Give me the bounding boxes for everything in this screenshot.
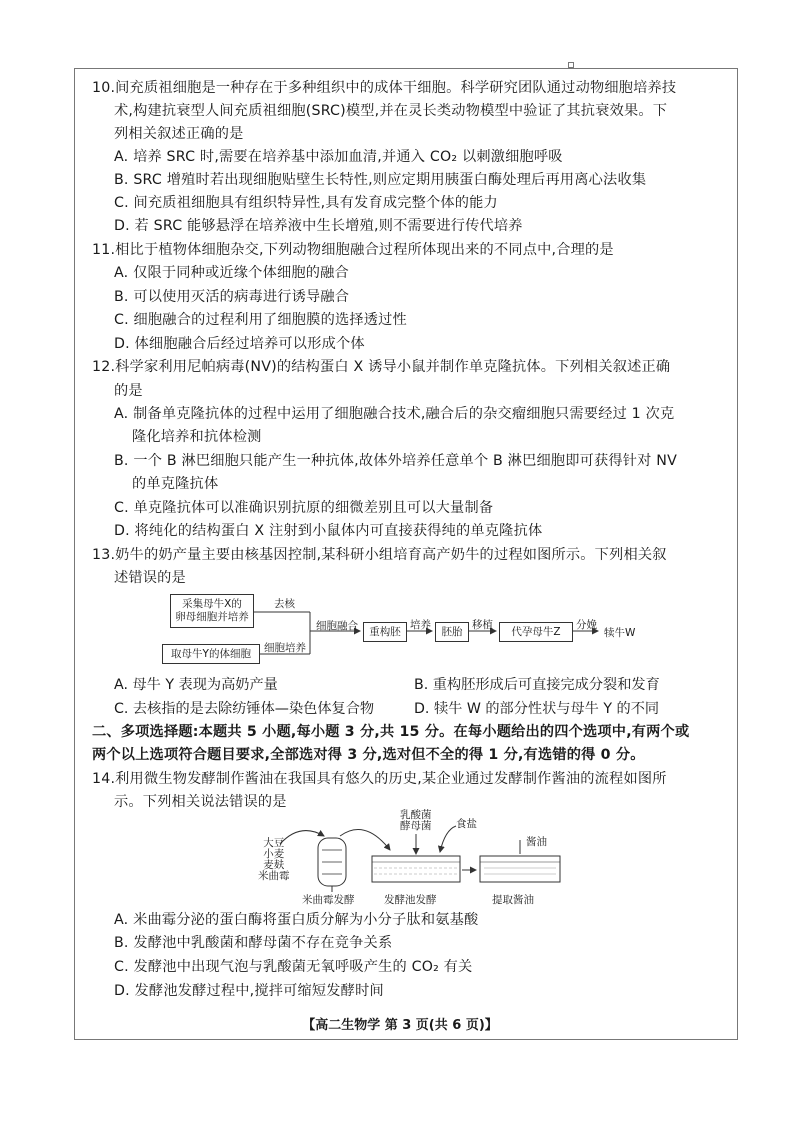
q14-stem-line-2: 示。下列相关说法错误的是 <box>114 794 287 810</box>
q13-flow-diagram <box>160 588 660 668</box>
q13-stem-line-2: 述错误的是 <box>114 570 186 586</box>
label-salt: 食盐 <box>456 818 477 830</box>
label-stage-extract: 提取酱油 <box>492 894 534 906</box>
q11-option-b: B. 可以使用灭活的病毒进行诱导融合 <box>114 289 350 305</box>
q12-stem-line-2: 的是 <box>114 383 143 399</box>
q12-stem-line-1: 12.科学家利用尼帕病毒(NV)的结构蛋白 X 诱导小鼠并制作单克隆抗体。下列相关叙述正确 <box>92 359 671 375</box>
q14-stem-line-1: 14.利用微生物发酵制作酱油在我国具有悠久的历史,某企业通过发酵制作酱油的流程如图所 <box>92 771 667 787</box>
label-bran: 麦麸 <box>263 859 285 871</box>
page-footer: 【高二生物学 第 3 页(共 6 页)】 <box>302 1018 498 1033</box>
label-soybean: 大豆 <box>263 837 285 849</box>
section-2-heading-line-1: 二、多项选择题:本题共 5 小题,每小题 3 分,共 15 分。在每小题给出的四个选项中,有两个或 <box>92 724 690 740</box>
q11-option-a: A. 仅限于同种或近缘个体细胞的融合 <box>114 265 349 281</box>
q10-option-a: A. 培养 SRC 时,需要在培养基中添加血清,并通入 CO₂ 以刺激细胞呼吸 <box>114 149 563 165</box>
q12-option-c: C. 单克隆抗体可以准确识别抗原的细微差别且可以大量制备 <box>114 500 494 516</box>
q13-option-b: B. 重构胚形成后可直接完成分裂和发育 <box>414 677 660 693</box>
section-2-heading-line-2: 两个以上选项符合题目要求,全部选对得 3 分,选对但不全的得 1 分,有选错的得 0 分。 <box>92 747 645 763</box>
q11-option-d: D. 体细胞融合后经过培养可以形成个体 <box>114 336 365 352</box>
label-lactobacillus: 乳酸菌 <box>400 809 432 821</box>
q10-stem-line-2: 术,构建抗衰型人间充质祖细胞(SRC)模型,并在灵长类动物模型中验证了其抗衰效果。下 <box>114 103 668 119</box>
q13-option-d: D. 犊牛 W 的部分性状与母牛 Y 的不同 <box>414 701 660 717</box>
label-stage-aspergillus: 米曲霉发酵 <box>302 894 355 906</box>
label-yeast: 酵母菌 <box>400 820 432 832</box>
q11-option-c: C. 细胞融合的过程利用了细胞膜的选择透过性 <box>114 312 407 328</box>
q10-option-b: B. SRC 增殖时若出现细胞贴壁生长特性,则应定期用胰蛋白酶处理后再用离心法收集 <box>114 172 647 188</box>
label-transfer: 移植 <box>472 619 493 631</box>
label-wheat: 小麦 <box>263 848 285 860</box>
q11-stem-line-1: 11.相比于植物体细胞杂交,下列动物细胞融合过程所体现出来的不同点中,合理的是 <box>92 242 614 258</box>
q12-option-d: D. 将纯化的结构蛋白 X 注射到小鼠体内可直接获得纯的单克隆抗体 <box>114 523 543 539</box>
q10-stem-line-3: 列相关叙述正确的是 <box>114 126 244 142</box>
box-oocyte-line-2: 卵母细胞并培养 <box>175 611 249 623</box>
box-oocyte <box>170 594 254 628</box>
box-embryo: 胚胎 <box>435 622 469 642</box>
q13-option-c: C. 去核指的是去除纺锤体—染色体复合物 <box>114 701 375 717</box>
q10-option-d: D. 若 SRC 能够悬浮在培养液中生长增殖,则不需要进行传代培养 <box>114 218 523 234</box>
label-microbes <box>400 810 432 832</box>
label-calf: 犊牛W <box>604 627 636 639</box>
q10-stem-line-1: 10.间充质祖细胞是一种存在于多种组织中的成体干细胞。科学研究团队通过动物细胞培养技 <box>92 80 677 96</box>
q12-option-a-cont: 隆化培养和抗体检测 <box>132 429 262 445</box>
label-aspergillus: 米曲霉 <box>258 870 290 882</box>
q13-stem-line-1: 13.奶牛的奶产量主要由核基因控制,某科研小组培育高产奶牛的过程如图所示。下列相关叙 <box>92 547 667 563</box>
box-surrogate-cow: 代孕母牛Z <box>499 622 573 642</box>
label-cell-fusion: 细胞融合 <box>316 620 358 632</box>
q14-option-c: C. 发酵池中出现气泡与乳酸菌无氧呼吸产生的 CO₂ 有关 <box>114 959 473 975</box>
box-reconstructed-embryo: 重构胚 <box>363 622 407 642</box>
label-culture: 培养 <box>410 619 431 631</box>
q10-option-c: C. 间充质祖细胞具有组织特异性,具有发育成完整个体的能力 <box>114 195 498 211</box>
box-somatic-cell: 取母牛Y的体细胞 <box>162 644 260 664</box>
q12-option-b: B. 一个 B 淋巴细胞只能产生一种抗体,故体外培养任意单个 B 淋巴细胞即可获得针对 NV <box>114 453 677 469</box>
label-enucleate: 去核 <box>274 598 295 610</box>
q13-option-a: A. 母牛 Y 表现为高奶产量 <box>114 677 278 693</box>
label-birth: 分娩 <box>576 619 597 631</box>
label-raw-materials <box>258 838 290 882</box>
box-oocyte-line-1: 采集母牛X的 <box>182 598 242 610</box>
q12-option-b-cont: 的单克隆抗体 <box>132 476 219 492</box>
q14-option-d: D. 发酵池发酵过程中,搅拌可缩短发酵时间 <box>114 983 384 999</box>
q14-soy-sauce-figure <box>240 810 580 910</box>
q12-option-a: A. 制备单克隆抗体的过程中运用了细胞融合技术,融合后的杂交瘤细胞只需要经过 1 次克 <box>114 406 675 422</box>
q14-option-b: B. 发酵池中乳酸菌和酵母菌不存在竞争关系 <box>114 935 393 951</box>
label-stage-pool: 发酵池发酵 <box>384 894 437 906</box>
label-soy-sauce: 酱油 <box>526 836 547 848</box>
q14-option-a: A. 米曲霉分泌的蛋白酶将蛋白质分解为小分子肽和氨基酸 <box>114 912 479 928</box>
label-cell-culture: 细胞培养 <box>264 642 306 654</box>
